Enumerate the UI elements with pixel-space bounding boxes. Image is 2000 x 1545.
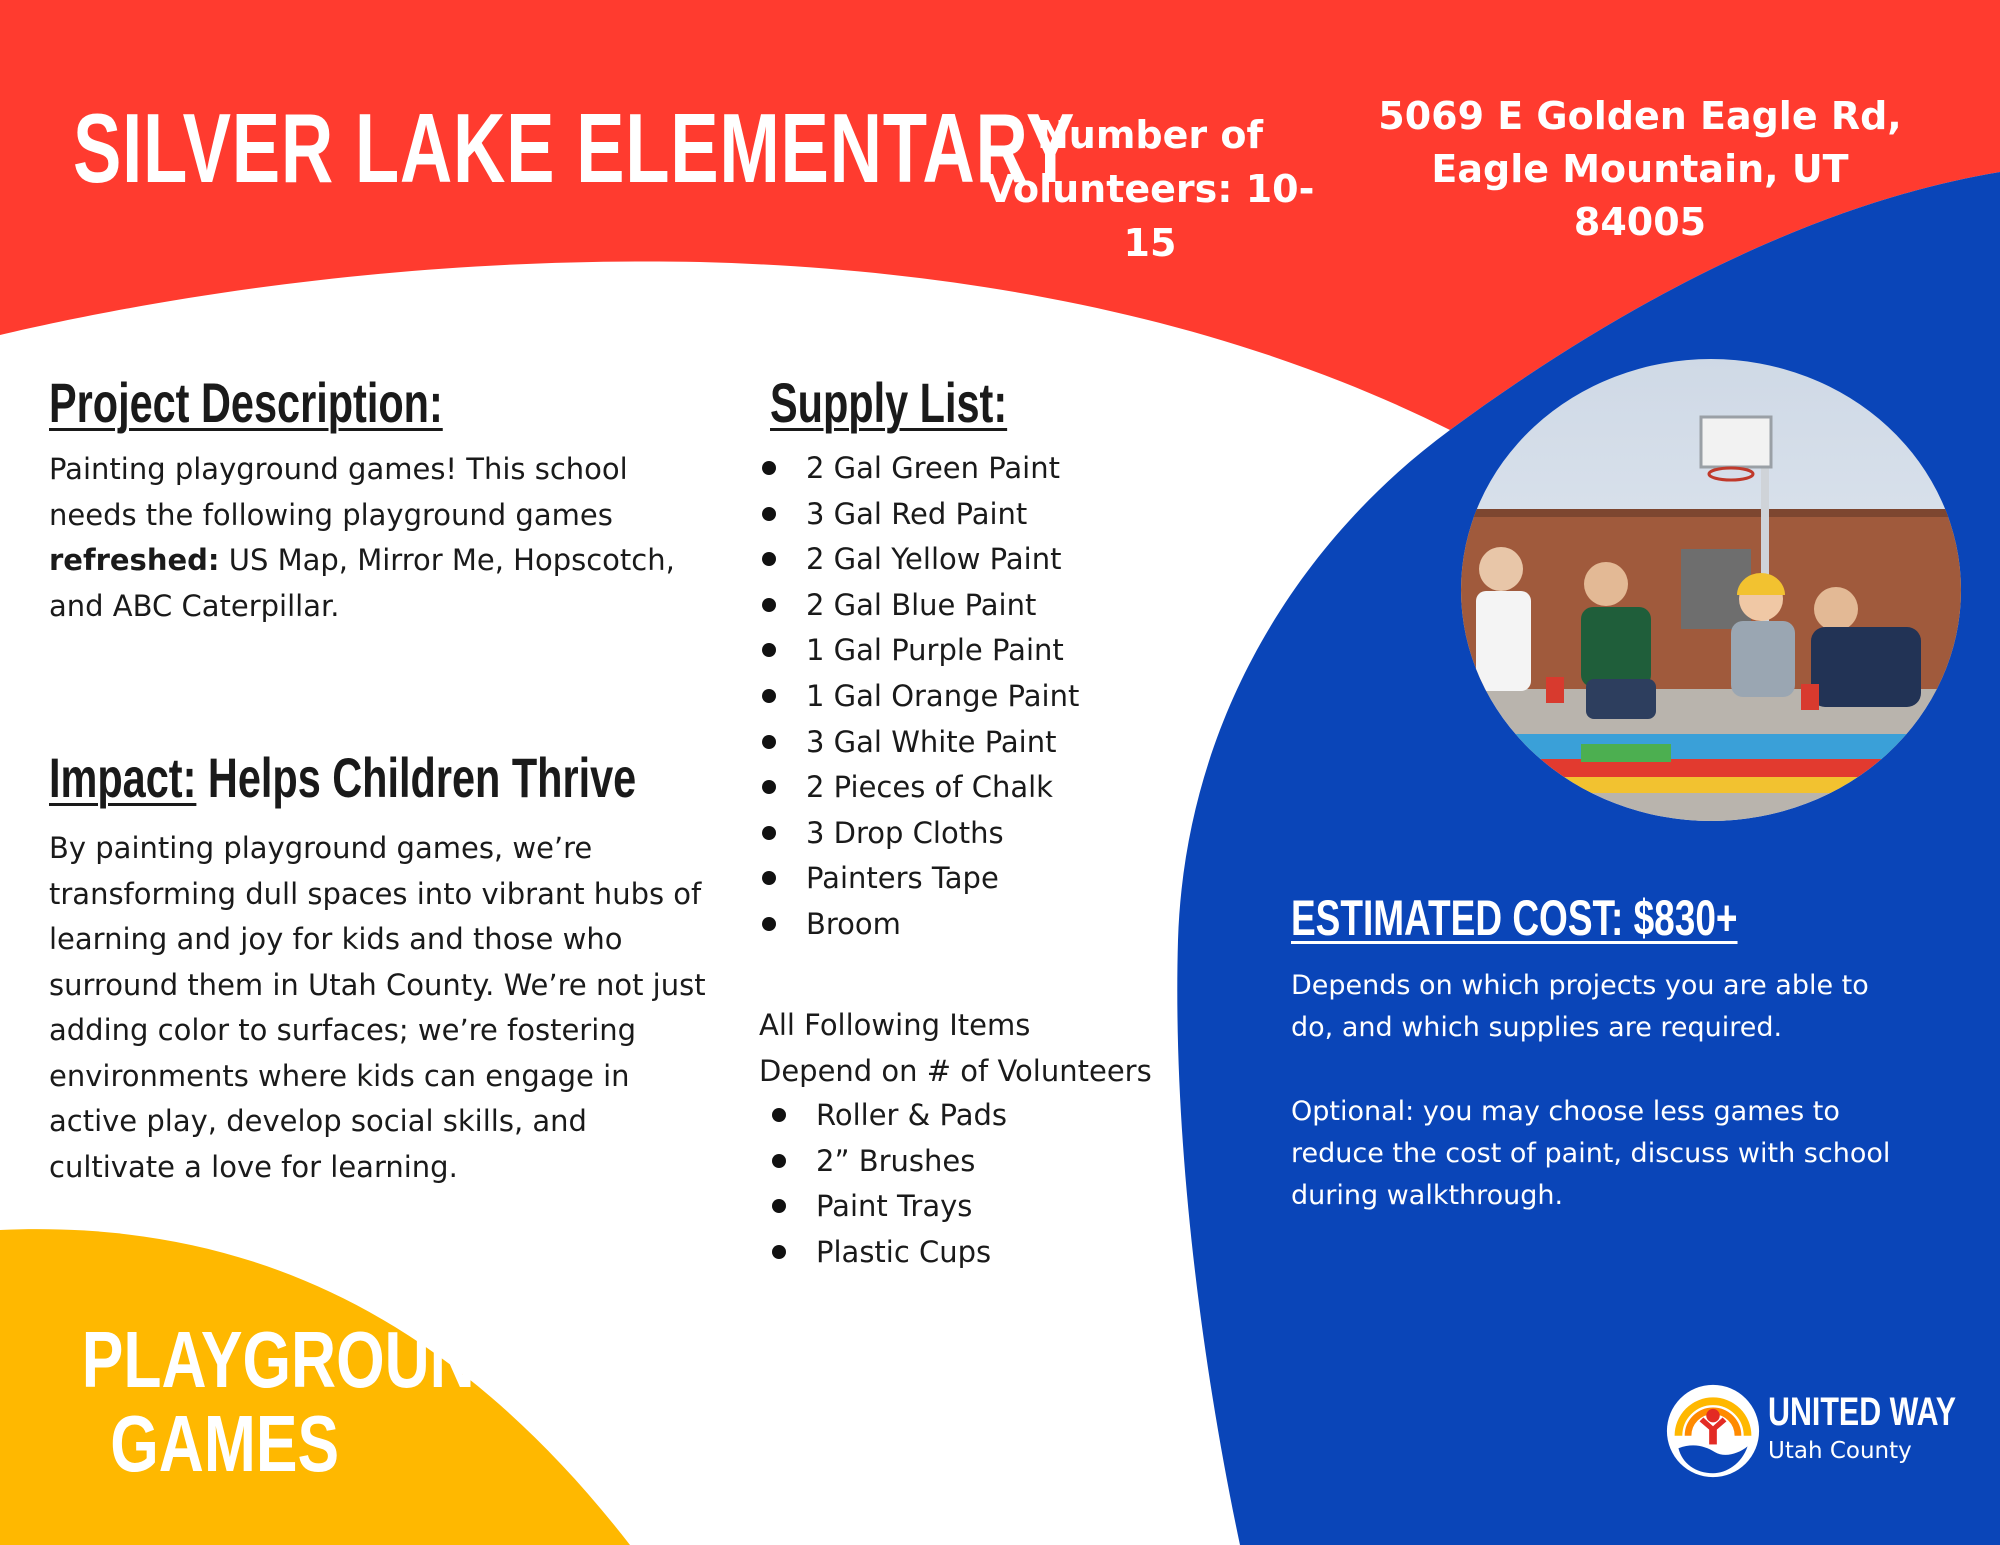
list-item: 2 Gal Green Paint [806,446,1079,492]
united-way-logo-icon [1665,1383,1761,1479]
games-title-line1: PLAYGROUND [81,1315,520,1404]
depend-on-volunteers-label [759,1003,1179,1094]
impact-heading-label: Impact: [49,746,197,809]
address-line2: Eagle Mountain, UT [1431,147,1849,191]
united-way-subtitle: Utah County [1768,1438,1912,1464]
list-item: 2 Gal Yellow Paint [806,537,1079,583]
project-description-heading [49,370,443,435]
list-item: Plastic Cups [816,1230,1007,1276]
games-title-line2: GAMES [110,1399,340,1488]
supply-list-heading-text: Supply List: [770,371,1008,434]
volunteers-painting-photo [1461,359,1961,821]
estimated-cost-heading-text: ESTIMATED COST: $830+ [1291,890,1738,946]
list-item: Broom [806,902,1079,948]
address-line1: 5069 E Golden Eagle Rd, [1378,94,1902,138]
list-item: 2 Gal Blue Paint [806,583,1079,629]
school-address [1370,90,1910,249]
list-item: 3 Gal White Paint [806,720,1079,766]
project-description-heading-text: Project Description: [49,371,443,434]
impact-heading [49,745,636,810]
project-text-bold: refreshed: [49,543,220,577]
cost-optional-note: Optional: you may choose less games to reduce the cost of paint, discuss with school during walkthrough. [1291,1096,1891,1211]
volunteer-dependent-list [816,1093,1007,1275]
blue-panel [1177,172,2000,1545]
list-item: Roller & Pads [816,1093,1007,1139]
project-text-intro: Painting playground games! This school needs the following playground games [49,452,628,532]
list-item: Painters Tape [806,856,1079,902]
project-description-text [49,447,689,629]
list-item: 3 Gal Red Paint [806,492,1079,538]
backboard [1701,417,1771,467]
list-item: Paint Trays [816,1184,1007,1230]
address-line3: 84005 [1573,200,1707,244]
volunteer-count-line1: Number of [1036,113,1264,157]
depend-label-line2: Depend on # of Volunteers [759,1053,1152,1088]
supply-list-heading [770,370,1007,435]
volunteer-count-line2: Volunteers: 10-15 [985,167,1315,265]
project-text-rest: US Map, Mirror Me, Hopscotch, and ABC Caterpillar. [49,543,675,623]
list-item: 2 Pieces of Chalk [806,765,1079,811]
list-item: 1 Gal Purple Paint [806,628,1079,674]
list-item: 1 Gal Orange Paint [806,674,1079,720]
volunteer-count [960,108,1340,270]
list-item: 2” Brushes [816,1139,1007,1185]
playground-games-title [20,1315,520,1488]
impact-heading-rest: Helps Children Thrive [196,746,637,809]
impact-text: By painting playground games, we’re transforming dull spaces into vibrant hubs of learning and joy for kids and those who surround them in Utah County. We’re not just adding color to surfaces; we’re fostering environments where kids can engage in active play, develop social skills, and cultivate a love for learning. [49,831,706,1184]
photo-illustration [1461,359,1961,821]
depend-label-line1: All Following Items [759,1008,1031,1042]
school-title: SILVER LAKE ELEMENTARY [73,93,1076,203]
estimated-cost-text [1291,965,1891,1217]
cost-note: Depends on which projects you are able to do, and which supplies are required. [1291,970,1869,1043]
supply-list [806,446,1079,948]
list-item: 3 Drop Cloths [806,811,1079,857]
estimated-cost-heading [1291,889,1738,947]
united-way-name: UNITED WAY [1768,1390,1957,1434]
